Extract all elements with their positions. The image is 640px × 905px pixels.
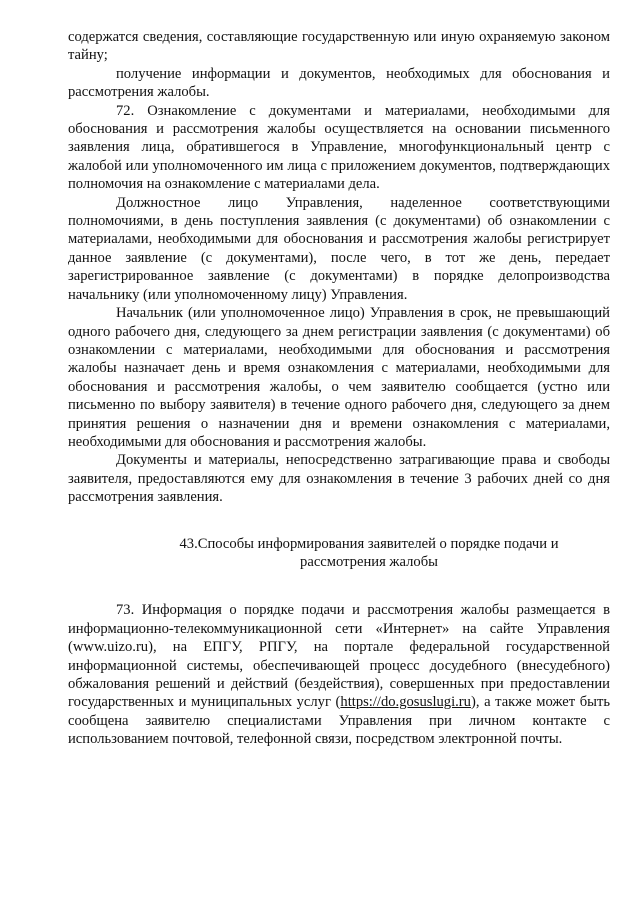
paragraph-official-registration: Должностное лицо Управления, наделенное соответствующими полномочиями, в день поступления заявления (с документами) об ознакомлении с материалами, необходимыми для обоснования и рассмотрения жалобы регистрирует данное заявление (с документами), после чего, в тот же день, передает зарегистрированное заявление (с документами) в порядке делопроизводства начальнику (или уполномоченному лицу) Управления. (68, 194, 610, 303)
section-heading-line-1: 43.Способы информирования заявителей о порядке подачи и (179, 535, 559, 552)
paragraph-documents-provision: Документы и материалы, непосредственно затрагивающие права и свободы заявителя, предоставляются ему для ознакомления в течение 3 рабочих дней со дня рассмотрения заявления. (68, 452, 610, 506)
paragraph-73 (68, 601, 610, 748)
document-page (68, 28, 610, 749)
section-heading-line-2: рассмотрения жалобы (300, 553, 438, 570)
paragraph-72: 72. Ознакомление с документами и материалами, необходимыми для обоснования и рассмотрения жалобы осуществляется на основании письменного заявления лица, обратившегося в Управление, многофункциональный центр с жалобой или уполномоченного им лица с приложением документов, подтверждающих полномочия на ознакомление с материалами дела. (68, 102, 610, 193)
gosuslugi-link[interactable]: https://do.gosuslugi.ru (340, 694, 471, 711)
paragraph-73-text-end: ), а также может быть сообщена заявителю специалистами Управления при личном контакте с использованием почтовой, телефонной связи, посредством электронной почты. (68, 694, 610, 748)
paragraph-head-appointment: Начальник (или уполномоченное лицо) Управления в срок, не превышающий одного рабочего дня, следующего за днем регистрации заявления (с документами) об ознакомлении с материалами, необходимыми для обоснования и рассмотрения жалобы назначает день и время ознакомления с материалами, необходимыми для обоснования и рассмотрения жалобы, о чем заявителю сообщается (устно или письменно по выбору заявителя) в течение одного рабочего дня, следующего за днем принятия решения о назначении дня и времени ознакомления с материалами, необходимыми для обоснования и рассмотрения жалобы. (68, 305, 610, 450)
section-heading-43 (68, 535, 610, 572)
paragraph-secrecy-clause: содержатся сведения, составляющие государственную или иную охраняемую законом тайну; (68, 29, 610, 64)
paragraph-73-text-start: 73. Информация о порядке подачи и рассмотрения жалобы размещается в информационно-телекоммуникационной сети «Интернет» на сайте Управления (www.uizo.ru), на ЕПГУ, РПГУ, на портале федеральной государственной информационной системы, обеспечивающей процесс досудебного (внесудебного) обжалования решений и действий (бездействия), совершенных при предоставлении государственных и муниципальных услуг ( (68, 602, 610, 711)
paragraph-information-clause: получение информации и документов, необходимых для обоснования и рассмотрения жалобы. (68, 65, 610, 101)
